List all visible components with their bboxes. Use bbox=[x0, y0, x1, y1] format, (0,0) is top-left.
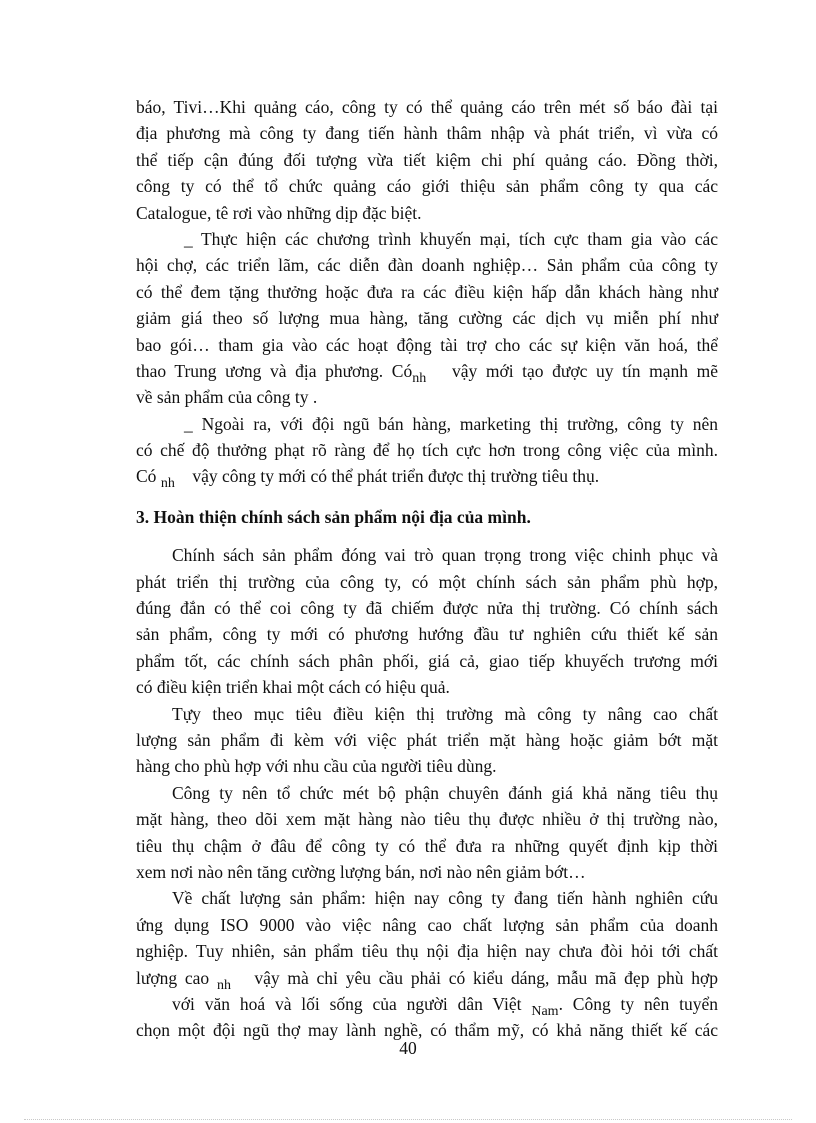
section-heading: 3. Hoàn thiện chính sách sản phẩm nội địa của mình. bbox=[136, 506, 531, 527]
text-line: tiêu thụ chậm ở đâu để công ty có thể đưa ra những quyết định kịp thời bbox=[136, 835, 718, 856]
text-segment: Có bbox=[136, 466, 157, 487]
text-segment: với văn hoá và lối sống của người dân Việt bbox=[172, 993, 522, 1014]
text-line: lượng sản phẩm đi kèm với việc phát triển mặt hàng hoặc giảm bớt mặt bbox=[136, 729, 718, 750]
text-line-with-subscript bbox=[136, 463, 718, 492]
subscript-text: nh bbox=[412, 370, 427, 386]
text-line: về sản phẩm của công ty . bbox=[136, 387, 318, 408]
text-segment: vậy công ty mới có thể phát triển được thị trường tiêu thụ. bbox=[192, 466, 600, 487]
text-line: báo, Tivi…Khi quảng cáo, công ty có thể quảng cáo trên mét số báo đài tại bbox=[136, 97, 718, 117]
text-segment: . Công ty nên tuyển bbox=[558, 993, 719, 1014]
text-line: có điều kiện triển khai một cách có hiệu quả. bbox=[136, 677, 450, 698]
text-line: Tựy theo mục tiêu điều kiện thị trường mà công ty nâng cao chất bbox=[172, 703, 718, 724]
text-line: phẩm tốt, các chính sách phân phối, giá cả, giao tiếp khuyếch trương mới bbox=[136, 650, 718, 671]
text-line: Về chất lượng sản phẩm: hiện nay công ty đang tiến hành nghiên cứu bbox=[172, 888, 718, 909]
subscript-text: nh bbox=[160, 476, 175, 492]
text-line: Công ty nên tổ chức mét bộ phận chuyên đánh giá khả năng tiêu thụ bbox=[172, 782, 718, 803]
text-line: _ Thực hiện các chương trình khuyến mại, tích cực tham gia vào các bbox=[184, 228, 718, 249]
subscript-text: Nam bbox=[531, 1003, 559, 1019]
text-line: sản phẩm, công ty mới có phương hướng đầu tư nghiên cứu thiết kế sản bbox=[136, 624, 718, 645]
text-line: đúng đắn có thể coi công ty đã chiếm được nửa thị trường. Có chính sách bbox=[136, 598, 718, 619]
subscript-text: nh bbox=[216, 977, 231, 993]
paragraph-sales-team bbox=[136, 411, 718, 490]
text-segment: vậy mới tạo được uy tín mạnh mẽ bbox=[451, 360, 718, 381]
text-line: có chế độ thưởng phạt rõ ràng để họ tích cực hơn trong công việc của mình. bbox=[136, 440, 718, 461]
paragraph-culture bbox=[136, 991, 718, 1044]
paragraph-promotion bbox=[136, 226, 718, 411]
page-number: 40 bbox=[399, 1038, 417, 1058]
page-body bbox=[136, 94, 718, 1044]
text-segment: vậy mà chỉ yêu cầu phải có kiểu dáng, mẫu mã đẹp phù hợp bbox=[254, 967, 719, 988]
paragraph-advertising bbox=[136, 94, 718, 226]
paragraph-evaluation bbox=[136, 780, 718, 886]
text-line: có thể đem tặng thưởng hoặc đưa ra các điều kiện hấp dẫn khách hàng như bbox=[136, 281, 718, 302]
text-line: hội chợ, các triển lãm, các diễn đàn doanh nghiệp… Sản phẩm của công ty bbox=[136, 255, 718, 276]
page-bottom-divider bbox=[24, 1119, 792, 1120]
text-line: giảm giá theo số lượng mua hàng, tăng cường các dịch vụ miễn phí như bbox=[136, 308, 718, 329]
text-line-with-subscript bbox=[136, 991, 718, 1017]
text-line-with-subscript bbox=[136, 965, 718, 991]
text-line: bao gói… tham gia vào các hoạt động tài trợ cho các sự kiện văn hoá, thể bbox=[136, 334, 718, 355]
paragraph-product-quality bbox=[136, 885, 718, 991]
text-line: hàng cho phù hợp với nhu cầu của người tiêu dùng. bbox=[136, 756, 497, 777]
text-line: chọn một đội ngũ thợ may lành nghề, có thẩm mỹ, có khả năng thiết kế các bbox=[136, 1020, 718, 1041]
text-line: mặt hàng, theo dõi xem mặt hàng nào tiêu thụ được nhiều ở thị trường nào, bbox=[136, 809, 718, 830]
text-line: _ Ngoài ra, với đội ngũ bán hàng, marketing thị trường, công ty nên bbox=[184, 413, 718, 434]
text-line: thể tiếp cận đúng đối tượng vừa tiết kiệm chi phí quảng cáo. Đồng thời, bbox=[136, 149, 718, 170]
text-line: ứng dụng ISO 9000 vào việc nâng cao chất lượng sản phẩm của doanh bbox=[136, 914, 718, 935]
text-line: Chính sách sản phẩm đóng vai trò quan trọng trong việc chinh phục và bbox=[172, 545, 718, 566]
paragraph-quality-goals bbox=[136, 701, 718, 780]
text-line: phát triển thị trường của công ty, có một chính sách sản phẩm phù hợp, bbox=[136, 571, 718, 592]
text-line: Catalogue, tê rơi vào những dịp đặc biệt. bbox=[136, 202, 422, 223]
text-line: công ty có thể tổ chức quảng cáo giới thiệu sản phẩm công ty qua các bbox=[136, 176, 718, 197]
paragraph-product-policy bbox=[136, 542, 718, 700]
text-line-with-subscript bbox=[136, 358, 718, 384]
text-line: xem nơi nào nên tăng cường lượng bán, nơi nào nên giảm bớt… bbox=[136, 861, 586, 882]
text-segment: thao Trung ương và địa phương. Có bbox=[136, 360, 413, 381]
text-line: địa phương mà công ty đang tiến hành thâm nhập và phát triển, vì vừa có bbox=[136, 123, 718, 144]
text-segment: lượng cao bbox=[136, 967, 210, 988]
text-line: nghiệp. Tuy nhiên, sản phẩm tiêu thụ nội địa hiện nay chưa đòi hỏi tới chất bbox=[136, 941, 718, 962]
